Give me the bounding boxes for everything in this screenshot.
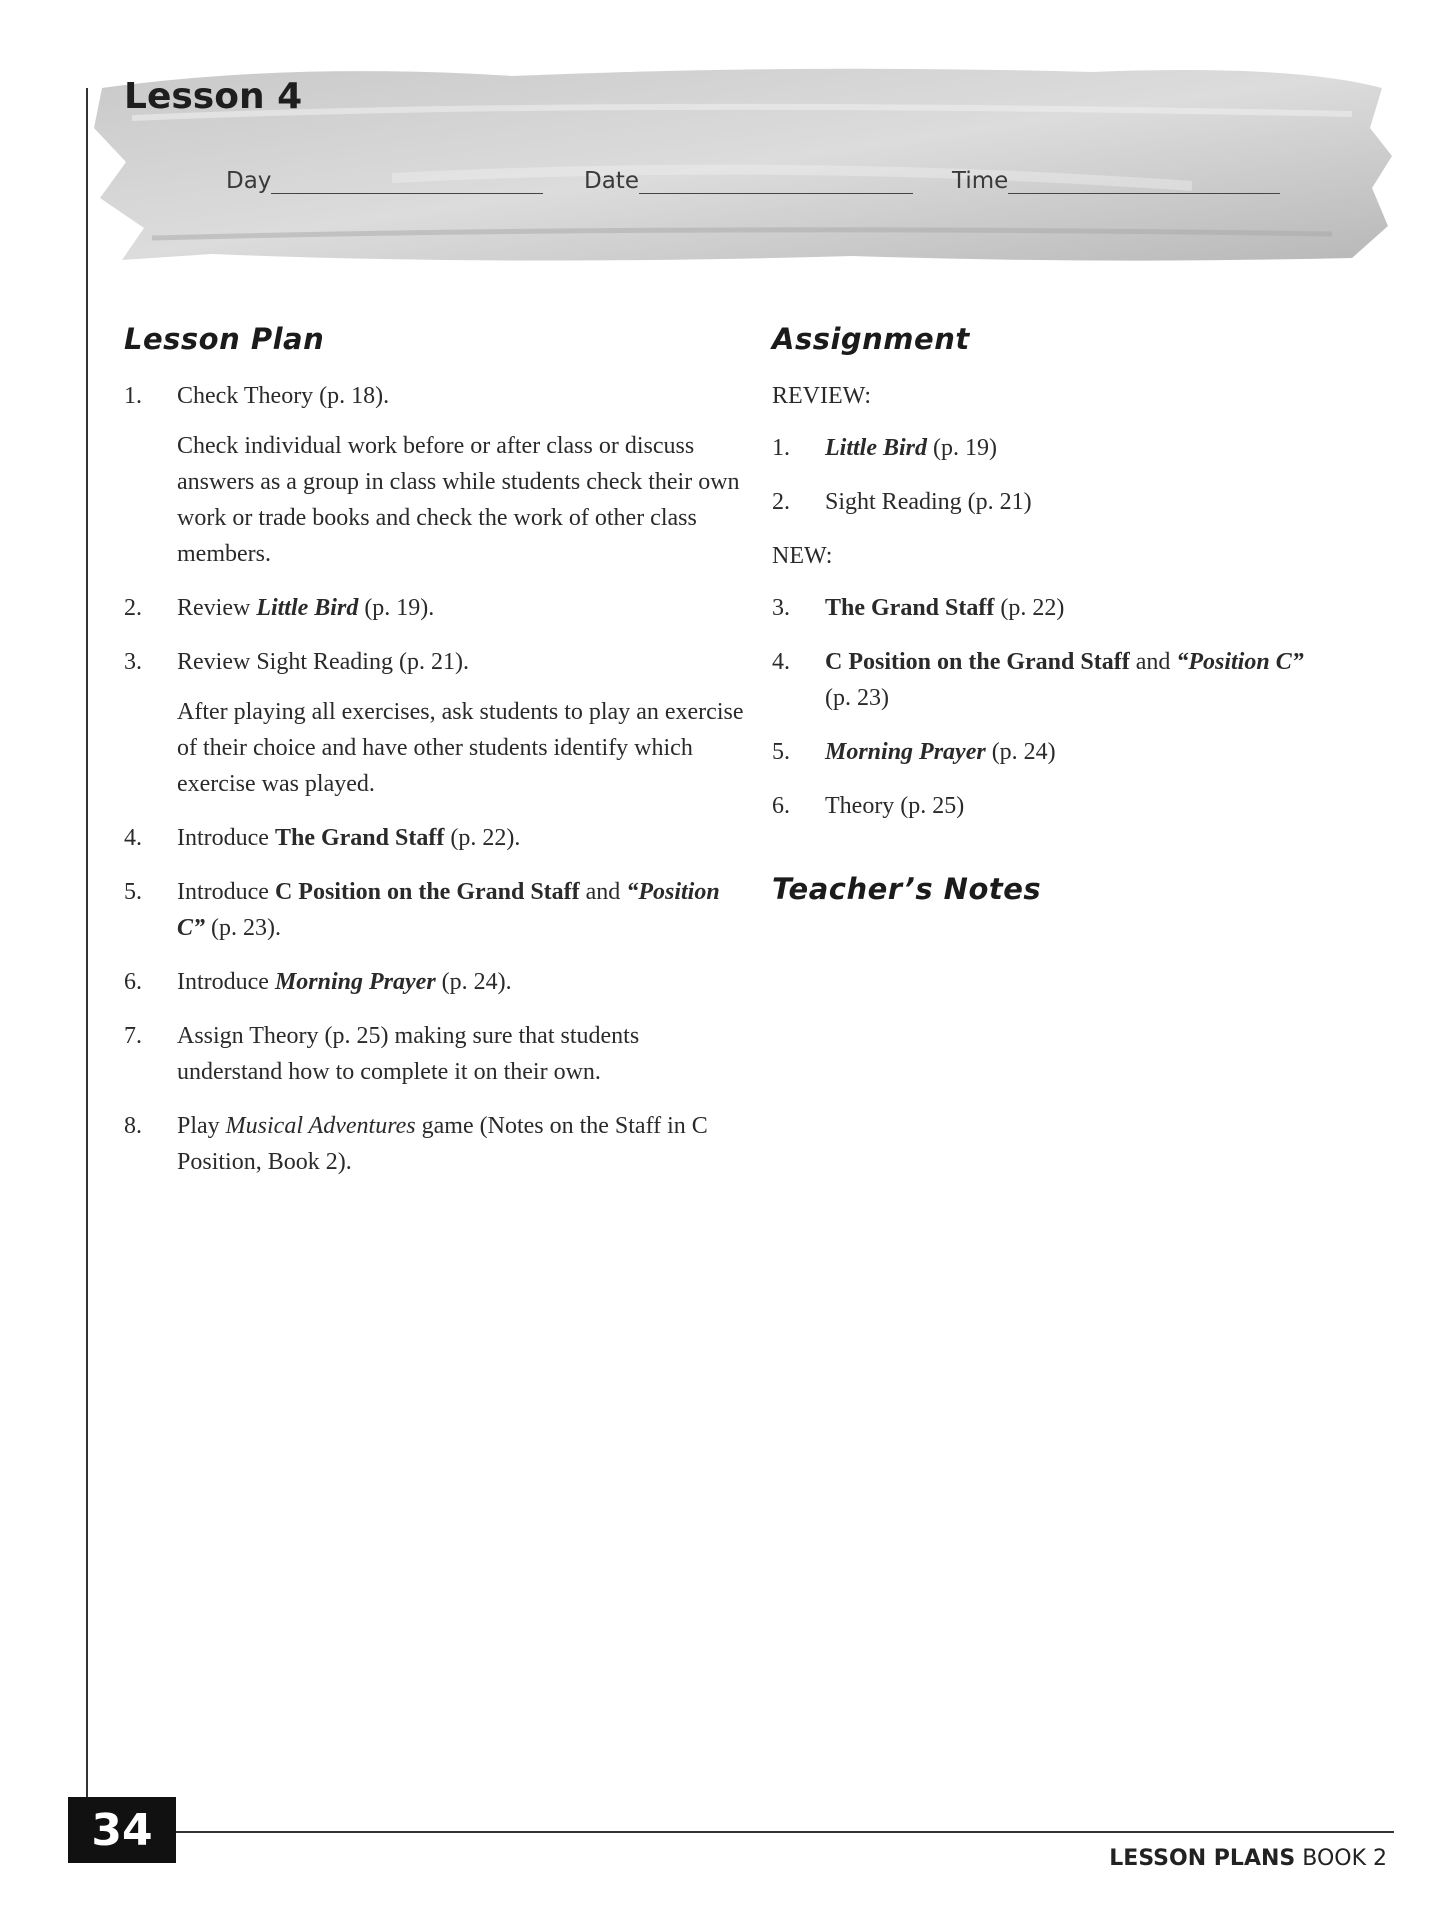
lesson-plan-item-text: Play Musical Adventures game (Notes on the Staff in C Position, Book 2). [177, 1113, 708, 1175]
time-input-line[interactable] [1008, 169, 1280, 194]
page-number: 34 [68, 1797, 176, 1863]
new-item [772, 644, 1332, 716]
review-item-number: 2. [772, 489, 790, 515]
lesson-plan-item-text: Check Theory (p. 18). [177, 383, 390, 409]
footer-series: LESSON PLANS [1109, 1846, 1296, 1871]
day-input-line[interactable] [271, 169, 543, 194]
review-list [772, 430, 1332, 520]
new-item-number: 3. [772, 595, 790, 621]
time-label: Time [952, 168, 1009, 194]
new-item-text: Morning Prayer (p. 24) [825, 739, 1056, 765]
lesson-plan-item-number: 5. [124, 879, 142, 905]
assignment-column [772, 322, 1332, 928]
lesson-plan-item-text: Introduce C Position on the Grand Staff and “Position C” (p. 23). [177, 879, 720, 941]
new-list [772, 590, 1332, 824]
review-item-text: Sight Reading (p. 21) [825, 489, 1032, 515]
review-item [772, 484, 1332, 520]
lesson-plan-item [124, 964, 744, 1000]
day-label: Day [226, 168, 272, 194]
time-field[interactable] [952, 168, 1280, 194]
new-item-text: The Grand Staff (p. 22) [825, 595, 1065, 621]
lesson-plan-item-text: Review Sight Reading (p. 21). [177, 649, 469, 675]
lesson-plan-item [124, 590, 744, 626]
review-item-text: Little Bird (p. 19) [825, 435, 997, 461]
day-field[interactable] [226, 168, 543, 194]
new-item-number: 6. [772, 793, 790, 819]
lesson-title: Lesson 4 [124, 76, 303, 117]
footer-book-title [1109, 1846, 1387, 1871]
lesson-plan-item-note: Check individual work before or after class or discuss answers as a group in class while students check their own work or trade books and check the work of other class members. [177, 433, 740, 567]
lesson-plan-item [124, 820, 744, 856]
assignment-heading: Assignment [772, 322, 970, 356]
lesson-plan-item-text: Review Little Bird (p. 19). [177, 595, 435, 621]
date-field[interactable] [584, 168, 913, 194]
lesson-plan-item [124, 378, 744, 414]
new-item [772, 590, 1332, 626]
date-input-line[interactable] [639, 169, 913, 194]
date-label: Date [584, 168, 639, 194]
teachers-notes-heading: Teacher’s Notes [772, 872, 1042, 906]
lesson-plan-item-note: After playing all exercises, ask students to play an exercise of their choice and have other students identify which exercise was played. [177, 699, 744, 797]
lesson-plan-item-number: 2. [124, 595, 142, 621]
lesson-plan-item-number: 7. [124, 1023, 142, 1049]
review-item [772, 430, 1332, 466]
lesson-plan-item-number: 3. [124, 649, 142, 675]
new-item-text: C Position on the Grand Staff and “Position C” (p. 23) [825, 649, 1304, 711]
new-item-number: 4. [772, 649, 790, 675]
lesson-plan-item-number: 8. [124, 1113, 142, 1139]
new-item [772, 788, 1332, 824]
lesson-plan-heading: Lesson Plan [124, 322, 325, 356]
lesson-plan-item-text: Assign Theory (p. 25) making sure that students understand how to complete it on their own. [177, 1023, 640, 1085]
lesson-plan-item-text: Introduce The Grand Staff (p. 22). [177, 825, 521, 851]
lesson-plan-item [124, 874, 744, 946]
lesson-plan-item [124, 644, 744, 680]
left-margin-rule [86, 88, 88, 1838]
footer-rule [176, 1831, 1394, 1833]
lesson-plan-column [124, 322, 744, 1198]
review-label: REVIEW: [772, 383, 872, 409]
new-item-text: Theory (p. 25) [825, 793, 965, 819]
lesson-plan-item-number: 4. [124, 825, 142, 851]
lesson-plan-item-number: 6. [124, 969, 142, 995]
lesson-plan-list [124, 378, 744, 1180]
footer-book: BOOK 2 [1302, 1846, 1387, 1871]
new-item [772, 734, 1332, 770]
new-item-number: 5. [772, 739, 790, 765]
new-label: NEW: [772, 543, 833, 569]
lesson-plan-item-number: 1. [124, 383, 142, 409]
lesson-plan-item-text: Introduce Morning Prayer (p. 24). [177, 969, 512, 995]
lesson-plan-item [124, 1108, 744, 1180]
lesson-plan-item [124, 1018, 744, 1090]
review-item-number: 1. [772, 435, 790, 461]
